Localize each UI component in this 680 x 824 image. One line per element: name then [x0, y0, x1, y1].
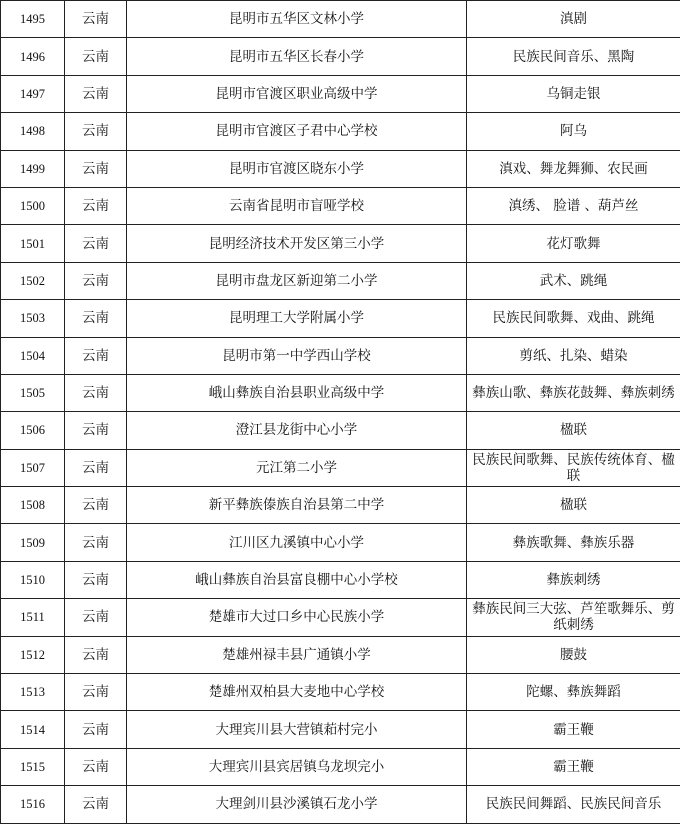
school-name-cell: 楚雄州禄丰县广通镇小学: [127, 636, 467, 673]
project-cell: 滇戏、舞龙舞狮、农民画: [467, 150, 680, 187]
school-name-cell: 峨山彝族自治县职业高级中学: [127, 374, 467, 411]
row-number-cell: 1504: [1, 337, 65, 374]
row-number-cell: 1511: [1, 599, 65, 636]
row-number-cell: 1499: [1, 150, 65, 187]
row-number-cell: 1512: [1, 636, 65, 673]
province-cell: 云南: [65, 1, 127, 38]
province-cell: 云南: [65, 374, 127, 411]
province-cell: 云南: [65, 636, 127, 673]
school-name-cell: 元江第二小学: [127, 449, 467, 486]
table-row: [1, 300, 680, 337]
table-row: [1, 711, 680, 748]
project-cell: 滇剧: [467, 1, 680, 38]
row-number-cell: 1516: [1, 786, 65, 823]
province-cell: 云南: [65, 524, 127, 561]
province-cell: 云南: [65, 674, 127, 711]
project-cell: 民族民间音乐、黑陶: [467, 38, 680, 75]
row-number-cell: 1497: [1, 75, 65, 112]
province-cell: 云南: [65, 113, 127, 150]
province-cell: 云南: [65, 487, 127, 524]
project-cell: 楹联: [467, 412, 680, 449]
table-row: [1, 262, 680, 299]
province-cell: 云南: [65, 786, 127, 823]
table-row: [1, 113, 680, 150]
school-name-cell: 昆明市官渡区子君中心学校: [127, 113, 467, 150]
province-cell: 云南: [65, 748, 127, 785]
project-cell: 霸王鞭: [467, 748, 680, 785]
project-cell: 彝族歌舞、彝族乐器: [467, 524, 680, 561]
province-cell: 云南: [65, 187, 127, 224]
province-cell: 云南: [65, 337, 127, 374]
school-name-cell: 昆明市盘龙区新迎第二小学: [127, 262, 467, 299]
school-name-cell: 昆明市官渡区晓东小学: [127, 150, 467, 187]
province-cell: 云南: [65, 262, 127, 299]
table-row: [1, 561, 680, 598]
row-number-cell: 1509: [1, 524, 65, 561]
project-cell: 彝族刺绣: [467, 561, 680, 598]
table-body: [1, 1, 680, 824]
project-cell: 剪纸、扎染、蜡染: [467, 337, 680, 374]
table-row: [1, 524, 680, 561]
table-row: [1, 674, 680, 711]
row-number-cell: 1515: [1, 748, 65, 785]
province-cell: 云南: [65, 561, 127, 598]
project-cell: 腰鼓: [467, 636, 680, 673]
row-number-cell: 1495: [1, 1, 65, 38]
project-cell: 霸王鞭: [467, 711, 680, 748]
school-name-cell: 昆明市五华区长春小学: [127, 38, 467, 75]
school-name-cell: 江川区九溪镇中心小学: [127, 524, 467, 561]
school-name-cell: 楚雄市大过口乡中心民族小学: [127, 599, 467, 636]
table-row: [1, 599, 680, 636]
table-row: [1, 75, 680, 112]
school-name-cell: 云南省昆明市盲哑学校: [127, 187, 467, 224]
row-number-cell: 1506: [1, 412, 65, 449]
school-name-cell: 昆明理工大学附属小学: [127, 300, 467, 337]
table-row: [1, 412, 680, 449]
school-name-cell: 昆明市官渡区职业高级中学: [127, 75, 467, 112]
school-name-cell: 昆明经济技术开发区第三小学: [127, 225, 467, 262]
table-row: [1, 38, 680, 75]
province-cell: 云南: [65, 599, 127, 636]
school-name-cell: 峨山彝族自治县富良棚中心小学校: [127, 561, 467, 598]
project-cell: 彝族民间三大弦、芦笙歌舞乐、剪纸刺绣: [467, 599, 680, 636]
row-number-cell: 1513: [1, 674, 65, 711]
row-number-cell: 1496: [1, 38, 65, 75]
table-row: [1, 748, 680, 785]
row-number-cell: 1510: [1, 561, 65, 598]
project-cell: 陀螺、彝族舞蹈: [467, 674, 680, 711]
province-cell: 云南: [65, 150, 127, 187]
school-name-cell: 大理剑川县沙溪镇石龙小学: [127, 786, 467, 823]
row-number-cell: 1507: [1, 449, 65, 486]
province-cell: 云南: [65, 225, 127, 262]
table-row: [1, 337, 680, 374]
project-cell: 民族民间歌舞、民族传统体育、楹联: [467, 449, 680, 486]
row-number-cell: 1505: [1, 374, 65, 411]
school-name-cell: 大理宾川县宾居镇乌龙坝完小: [127, 748, 467, 785]
project-cell: 阿乌: [467, 113, 680, 150]
province-cell: 云南: [65, 412, 127, 449]
province-cell: 云南: [65, 300, 127, 337]
table-row: [1, 187, 680, 224]
row-number-cell: 1501: [1, 225, 65, 262]
table-row: [1, 150, 680, 187]
table-row: [1, 786, 680, 823]
school-name-cell: 新平彝族傣族自治县第二中学: [127, 487, 467, 524]
province-cell: 云南: [65, 711, 127, 748]
row-number-cell: 1508: [1, 487, 65, 524]
table-row: [1, 636, 680, 673]
province-cell: 云南: [65, 449, 127, 486]
table-row: [1, 449, 680, 486]
project-cell: 彝族山歌、彝族花鼓舞、彝族刺绣: [467, 374, 680, 411]
school-name-cell: 昆明市五华区文林小学: [127, 1, 467, 38]
row-number-cell: 1514: [1, 711, 65, 748]
row-number-cell: 1503: [1, 300, 65, 337]
province-cell: 云南: [65, 75, 127, 112]
project-cell: 民族民间舞蹈、民族民间音乐: [467, 786, 680, 823]
project-cell: 武术、跳绳: [467, 262, 680, 299]
province-cell: 云南: [65, 38, 127, 75]
project-cell: 楹联: [467, 487, 680, 524]
school-name-cell: 澄江县龙街中心小学: [127, 412, 467, 449]
school-name-cell: 楚雄州双柏县大麦地中心学校: [127, 674, 467, 711]
table-row: [1, 374, 680, 411]
row-number-cell: 1498: [1, 113, 65, 150]
school-name-cell: 大理宾川县大营镇萂村完小: [127, 711, 467, 748]
row-number-cell: 1500: [1, 187, 65, 224]
project-cell: 民族民间歌舞、戏曲、跳绳: [467, 300, 680, 337]
project-cell: 乌铜走银: [467, 75, 680, 112]
table-row: [1, 487, 680, 524]
project-cell: 滇绣、 脸谱 、葫芦丝: [467, 187, 680, 224]
project-cell: 花灯歌舞: [467, 225, 680, 262]
table-row: [1, 1, 680, 38]
school-name-cell: 昆明市第一中学西山学校: [127, 337, 467, 374]
table-row: [1, 225, 680, 262]
row-number-cell: 1502: [1, 262, 65, 299]
